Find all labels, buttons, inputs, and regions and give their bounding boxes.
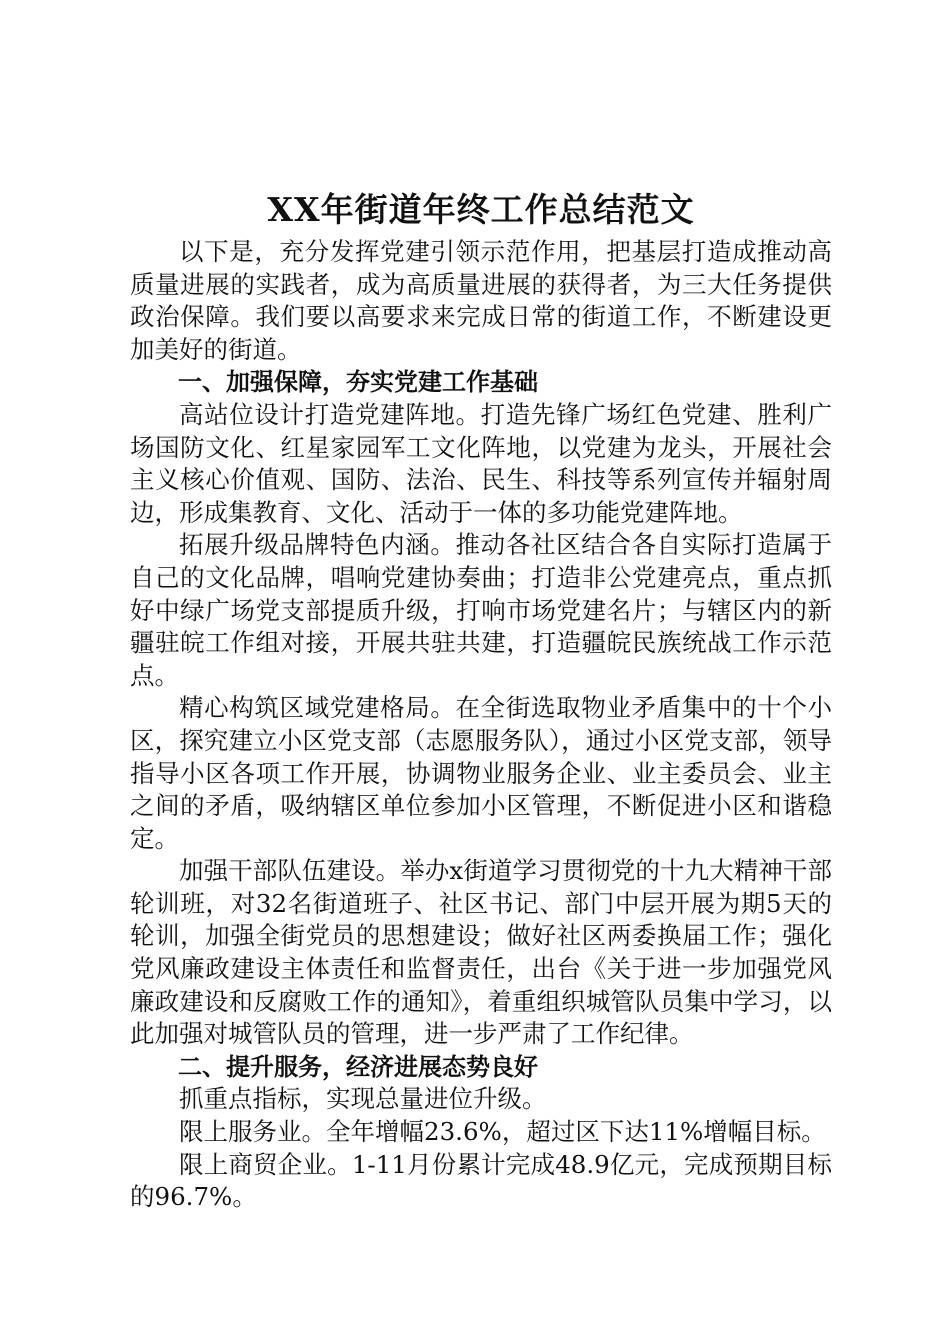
paragraph-regional-pattern: 精心构筑区域党建格局。在全街选取物业矛盾集中的十个小区，探究建立小区党支部（志愿服务队），通过小区党支部，领导指导小区各项工作开展，协调物业服务企业、业主委员会、业主之间的矛盾，吸纳辖区单位参加小区管理，不断促进小区和谐稳定。 bbox=[130, 693, 832, 853]
document-title: XX年街道年终工作总结范文 bbox=[267, 190, 695, 229]
paragraph-key-indicators: 抓重点指标，实现总量进位升级。 bbox=[179, 1084, 547, 1114]
document-page bbox=[130, 190, 832, 1214]
paragraph-commerce: 限上商贸企业。1-11月份累计完成48.9亿元，完成预期目标的96.7%。 bbox=[130, 1149, 832, 1212]
paragraph-cadre-building: 加强干部队伍建设。举办x街道学习贯彻党的十九大精神干部轮训班，对32名街道班子、社区书记、部门中层开展为期5天的轮训，加强全街党员的思想建设；做好社区两委换届工作；强化党风廉政建设主体责任和监督责任，出台《关于进一步加强党风廉政建设和反腐败工作的通知》，着重组织城管队员集中学习，以此加强对城管队员的管理，进一步严肃了工作纪律。 bbox=[130, 856, 832, 1049]
paragraph-party-position: 高站位设计打造党建阵地。打造先锋广场红色党建、胜利广场国防文化、红星家园军工文化阵地，以党建为龙头，开展社会主义核心价值观、国防、法治、民生、科技等系列宣传并辐射周边，形成集教育、文化、活动于一体的多功能党建阵地。 bbox=[130, 399, 832, 527]
paragraph-service-industry: 限上服务业。全年增幅23.6%，超过区下达11%增幅目标。 bbox=[179, 1117, 826, 1147]
section-heading-1: 一、加强保障，夯实党建工作基础 bbox=[178, 368, 538, 397]
paragraph-brand-expansion: 拓展升级品牌特色内涵。推动各社区结合各自实际打造属于自己的文化品牌，唱响党建协奏曲；打造非公党建亮点，重点抓好中绿广场党支部提质升级，打响市场党建名片；与辖区内的新疆驻皖工作组对接，开展共驻共建，打造疆皖民族统战工作示范点。 bbox=[130, 530, 832, 690]
section-heading-2: 二、提升服务，经济进展态势良好 bbox=[178, 1052, 538, 1081]
intro-paragraph: 以下是，充分发挥党建引领示范作用，把基层打造成推动高质量进展的实践者，成为高质量进展的获得者，为三大任务提供政治保障。我们要以高要求来完成日常的街道工作，不断建设更加美好的街道。 bbox=[130, 237, 832, 364]
